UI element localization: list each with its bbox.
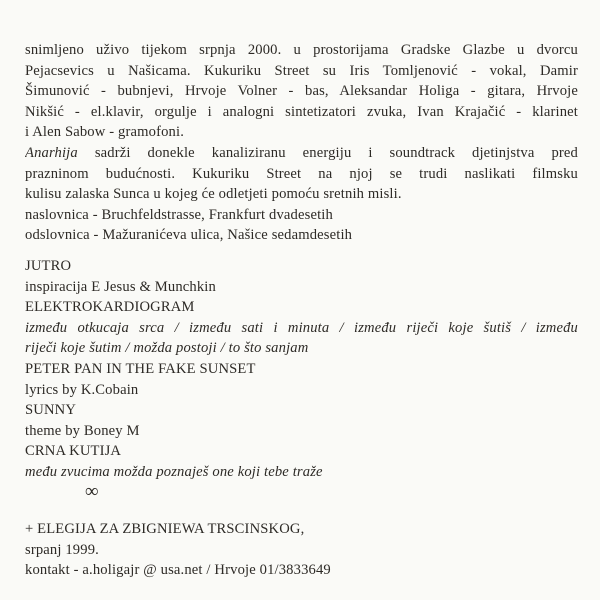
credits-line: Šimunović - bubnjevi, Hrvoje Volner - bas, Aleksandar Holiga - gitara, Hrvoje [25,83,578,100]
track-lyrics: riječi koje šutim / možda postoji / to što sanjam [25,340,309,357]
infinity-symbol: ∞ [85,481,99,503]
description-text: sadrži donekle kanaliziranu energiju i soundtrack djetinjstva pred [94,144,578,161]
track-note: lyrics by K.Cobain [25,381,139,398]
track-title: ELEKTROKARDIOGRAM [25,299,195,316]
artwork-back-credit: odslovnica - Mažuranićeva ulica, Našice sedamdesetih [25,227,353,244]
track-title: SUNNY [25,402,77,419]
track-title: JUTRO [25,257,72,274]
artwork-front-credit: naslovnica - Bruchfeldstrasse, Frankfurt dvadesetih [25,206,333,223]
bonus-track-title: + ELEGIJA ZA ZBIGNIEWA TRSCINSKOG, [25,521,305,538]
album-description-paragraph [25,143,578,205]
track-lyrics: između otkucaja srca / između sati i minuta / između riječi koje šutiš / između [25,319,578,336]
description-line: kulisu zalaska Sunca u kojeg će odletjeti pomoću sretnih misli. [25,186,402,203]
credits-line: Nikšić - el.klavir, orgulje i analogni sintetizatori zvuka, Ivan Krajačić - klarinet [25,103,578,120]
track-lyrics: među zvucima možda poznaješ one koji tebe traže [25,463,323,480]
description-line: prazninom budućnosti. Kukuriku Street na njoj se trudi naslikati filmsku [25,165,578,182]
contact-info: kontakt - a.holigajr @ usa.net / Hrvoje 01/3833649 [25,562,331,579]
credits-line: Pejacsevics u Našicama. Kukuriku Street su Iris Tomljenović - vokal, Damir [25,62,578,79]
credits-line: i Alen Sabow - gramofoni. [25,124,184,141]
track-title: PETER PAN IN THE FAKE SUNSET [25,360,256,377]
album-title: Anarhija [25,144,78,161]
description-line [25,143,578,164]
track-note: theme by Boney M [25,422,140,439]
track-note: inspiracija E Jesus & Munchkin [25,278,216,295]
release-date: srpanj 1999. [25,541,99,558]
track-title: CRNA KUTIJA [25,443,122,460]
tracklist [25,256,578,483]
credits-line: snimljeno uživo tijekom srpnja 2000. u prostorijama Gradske Glazbe u dvorcu [25,42,578,58]
recording-credits-paragraph [25,40,578,143]
artwork-credits [25,205,578,246]
footer [25,519,578,581]
